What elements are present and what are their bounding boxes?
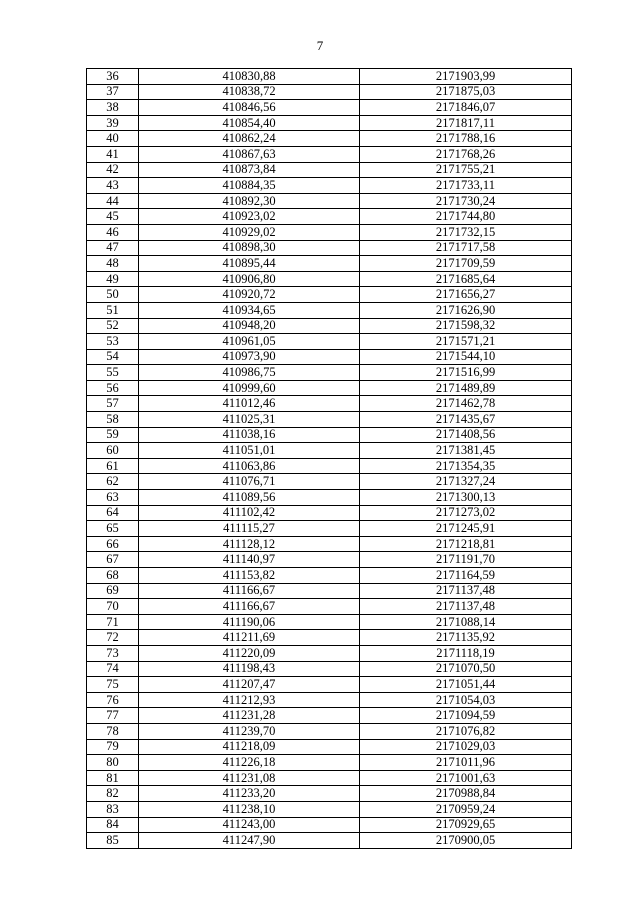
table-row: [87, 801, 572, 817]
table-row: [87, 723, 572, 739]
point-number-cell: 78: [87, 723, 139, 739]
point-number-cell: 38: [87, 100, 139, 116]
x-coordinate-cell: 410854,40: [139, 115, 360, 131]
page-number: 7: [316, 38, 324, 53]
x-coordinate-cell: 411089,56: [139, 490, 360, 506]
point-number-cell: 53: [87, 334, 139, 350]
point-number-cell: 57: [87, 396, 139, 412]
x-coordinate-cell: 411012,46: [139, 396, 360, 412]
point-number-cell: 41: [87, 146, 139, 162]
x-coordinate-cell: 410873,84: [139, 162, 360, 178]
y-coordinate-cell: 2170929,65: [360, 817, 572, 833]
point-number-cell: 59: [87, 427, 139, 443]
table-row: [87, 146, 572, 162]
y-coordinate-cell: 2171070,50: [360, 661, 572, 677]
point-number-cell: 44: [87, 193, 139, 209]
y-coordinate-cell: 2171626,90: [360, 302, 572, 318]
table-row: [87, 224, 572, 240]
table-row: [87, 115, 572, 131]
point-number-cell: 52: [87, 318, 139, 334]
point-number-cell: 72: [87, 630, 139, 646]
x-coordinate-cell: 411218,09: [139, 739, 360, 755]
point-number-cell: 73: [87, 645, 139, 661]
table-row: [87, 536, 572, 552]
x-coordinate-cell: 411166,67: [139, 599, 360, 615]
table-row: [87, 770, 572, 786]
x-coordinate-cell: 411025,31: [139, 412, 360, 428]
y-coordinate-cell: 2171730,24: [360, 193, 572, 209]
x-coordinate-cell: 411220,09: [139, 645, 360, 661]
y-coordinate-cell: 2171544,10: [360, 349, 572, 365]
y-coordinate-cell: 2171903,99: [360, 69, 572, 85]
table-row: [87, 833, 572, 849]
y-coordinate-cell: 2171817,11: [360, 115, 572, 131]
point-number-cell: 48: [87, 256, 139, 272]
table-row: [87, 100, 572, 116]
point-number-cell: 46: [87, 224, 139, 240]
x-coordinate-cell: 411051,01: [139, 443, 360, 459]
y-coordinate-cell: 2170959,24: [360, 801, 572, 817]
x-coordinate-cell: 410884,35: [139, 178, 360, 194]
table-row: [87, 240, 572, 256]
point-number-cell: 42: [87, 162, 139, 178]
table-row: [87, 739, 572, 755]
table-row: [87, 692, 572, 708]
y-coordinate-cell: 2171094,59: [360, 708, 572, 724]
point-number-cell: 82: [87, 786, 139, 802]
y-coordinate-cell: 2171875,03: [360, 84, 572, 100]
coordinates-table-body: [87, 69, 572, 849]
table-row: [87, 583, 572, 599]
table-row: [87, 490, 572, 506]
point-number-cell: 51: [87, 302, 139, 318]
x-coordinate-cell: 410867,63: [139, 146, 360, 162]
point-number-cell: 47: [87, 240, 139, 256]
point-number-cell: 74: [87, 661, 139, 677]
y-coordinate-cell: 2171164,59: [360, 568, 572, 584]
table-row: [87, 131, 572, 147]
y-coordinate-cell: 2171137,48: [360, 599, 572, 615]
y-coordinate-cell: 2171755,21: [360, 162, 572, 178]
table-row: [87, 334, 572, 350]
x-coordinate-cell: 411076,71: [139, 474, 360, 490]
x-coordinate-cell: 411238,10: [139, 801, 360, 817]
table-row: [87, 84, 572, 100]
table-row: [87, 568, 572, 584]
table-row: [87, 786, 572, 802]
table-row: [87, 677, 572, 693]
y-coordinate-cell: 2171300,13: [360, 490, 572, 506]
point-number-cell: 66: [87, 536, 139, 552]
y-coordinate-cell: 2171076,82: [360, 723, 572, 739]
point-number-cell: 60: [87, 443, 139, 459]
point-number-cell: 67: [87, 552, 139, 568]
y-coordinate-cell: 2171733,11: [360, 178, 572, 194]
y-coordinate-cell: 2171218,81: [360, 536, 572, 552]
x-coordinate-cell: 410923,02: [139, 209, 360, 225]
table-row: [87, 458, 572, 474]
x-coordinate-cell: 410830,88: [139, 69, 360, 85]
x-coordinate-cell: 411128,12: [139, 536, 360, 552]
y-coordinate-cell: 2171846,07: [360, 100, 572, 116]
table-row: [87, 209, 572, 225]
point-number-cell: 76: [87, 692, 139, 708]
x-coordinate-cell: 411247,90: [139, 833, 360, 849]
y-coordinate-cell: 2171709,59: [360, 256, 572, 272]
x-coordinate-cell: 411153,82: [139, 568, 360, 584]
point-number-cell: 56: [87, 380, 139, 396]
table-row: [87, 755, 572, 771]
point-number-cell: 63: [87, 490, 139, 506]
table-row: [87, 661, 572, 677]
coordinates-table: [86, 68, 572, 849]
x-coordinate-cell: 411243,00: [139, 817, 360, 833]
point-number-cell: 43: [87, 178, 139, 194]
table-row: [87, 162, 572, 178]
point-number-cell: 80: [87, 755, 139, 771]
y-coordinate-cell: 2171245,91: [360, 521, 572, 537]
x-coordinate-cell: 410929,02: [139, 224, 360, 240]
x-coordinate-cell: 411115,27: [139, 521, 360, 537]
x-coordinate-cell: 411231,28: [139, 708, 360, 724]
point-number-cell: 50: [87, 287, 139, 303]
point-number-cell: 85: [87, 833, 139, 849]
x-coordinate-cell: 411102,42: [139, 505, 360, 521]
point-number-cell: 55: [87, 365, 139, 381]
table-row: [87, 427, 572, 443]
x-coordinate-cell: 411207,47: [139, 677, 360, 693]
table-row: [87, 817, 572, 833]
table-row: [87, 193, 572, 209]
x-coordinate-cell: 410961,05: [139, 334, 360, 350]
y-coordinate-cell: 2171656,27: [360, 287, 572, 303]
y-coordinate-cell: 2171408,56: [360, 427, 572, 443]
y-coordinate-cell: 2171191,70: [360, 552, 572, 568]
y-coordinate-cell: 2170988,84: [360, 786, 572, 802]
y-coordinate-cell: 2171462,78: [360, 396, 572, 412]
point-number-cell: 61: [87, 458, 139, 474]
y-coordinate-cell: 2171001,63: [360, 770, 572, 786]
point-number-cell: 40: [87, 131, 139, 147]
x-coordinate-cell: 411226,18: [139, 755, 360, 771]
x-coordinate-cell: 410934,65: [139, 302, 360, 318]
x-coordinate-cell: 410920,72: [139, 287, 360, 303]
x-coordinate-cell: 410986,75: [139, 365, 360, 381]
y-coordinate-cell: 2171054,03: [360, 692, 572, 708]
point-number-cell: 68: [87, 568, 139, 584]
table-row: [87, 69, 572, 85]
point-number-cell: 81: [87, 770, 139, 786]
point-number-cell: 79: [87, 739, 139, 755]
y-coordinate-cell: 2171029,03: [360, 739, 572, 755]
y-coordinate-cell: 2171571,21: [360, 334, 572, 350]
point-number-cell: 49: [87, 271, 139, 287]
point-number-cell: 37: [87, 84, 139, 100]
table-row: [87, 287, 572, 303]
x-coordinate-cell: 410895,44: [139, 256, 360, 272]
table-row: [87, 412, 572, 428]
point-number-cell: 84: [87, 817, 139, 833]
x-coordinate-cell: 411063,86: [139, 458, 360, 474]
y-coordinate-cell: 2171685,64: [360, 271, 572, 287]
x-coordinate-cell: 411233,20: [139, 786, 360, 802]
point-number-cell: 36: [87, 69, 139, 85]
point-number-cell: 54: [87, 349, 139, 365]
y-coordinate-cell: 2171327,24: [360, 474, 572, 490]
x-coordinate-cell: 411239,70: [139, 723, 360, 739]
y-coordinate-cell: 2171354,35: [360, 458, 572, 474]
table-row: [87, 380, 572, 396]
y-coordinate-cell: 2171744,80: [360, 209, 572, 225]
point-number-cell: 69: [87, 583, 139, 599]
y-coordinate-cell: 2171516,99: [360, 365, 572, 381]
x-coordinate-cell: 411140,97: [139, 552, 360, 568]
table-row: [87, 645, 572, 661]
x-coordinate-cell: 411038,16: [139, 427, 360, 443]
table-row: [87, 365, 572, 381]
point-number-cell: 62: [87, 474, 139, 490]
table-row: [87, 521, 572, 537]
table-row: [87, 599, 572, 615]
point-number-cell: 65: [87, 521, 139, 537]
y-coordinate-cell: 2171435,67: [360, 412, 572, 428]
y-coordinate-cell: 2171768,26: [360, 146, 572, 162]
table-row: [87, 271, 572, 287]
y-coordinate-cell: 2171273,02: [360, 505, 572, 521]
x-coordinate-cell: 410846,56: [139, 100, 360, 116]
y-coordinate-cell: 2171088,14: [360, 614, 572, 630]
table-row: [87, 630, 572, 646]
point-number-cell: 83: [87, 801, 139, 817]
point-number-cell: 39: [87, 115, 139, 131]
x-coordinate-cell: 411212,93: [139, 692, 360, 708]
y-coordinate-cell: 2171732,15: [360, 224, 572, 240]
x-coordinate-cell: 410892,30: [139, 193, 360, 209]
x-coordinate-cell: 410862,24: [139, 131, 360, 147]
x-coordinate-cell: 410898,30: [139, 240, 360, 256]
y-coordinate-cell: 2171489,89: [360, 380, 572, 396]
y-coordinate-cell: 2171717,58: [360, 240, 572, 256]
x-coordinate-cell: 410838,72: [139, 84, 360, 100]
table-row: [87, 349, 572, 365]
table-row: [87, 302, 572, 318]
point-number-cell: 64: [87, 505, 139, 521]
y-coordinate-cell: 2171788,16: [360, 131, 572, 147]
point-number-cell: 77: [87, 708, 139, 724]
x-coordinate-cell: 411231,08: [139, 770, 360, 786]
table-row: [87, 443, 572, 459]
table-row: [87, 614, 572, 630]
table-row: [87, 256, 572, 272]
point-number-cell: 58: [87, 412, 139, 428]
x-coordinate-cell: 411198,43: [139, 661, 360, 677]
y-coordinate-cell: 2171381,45: [360, 443, 572, 459]
x-coordinate-cell: 410999,60: [139, 380, 360, 396]
y-coordinate-cell: 2171598,32: [360, 318, 572, 334]
point-number-cell: 75: [87, 677, 139, 693]
table-row: [87, 552, 572, 568]
point-number-cell: 71: [87, 614, 139, 630]
y-coordinate-cell: 2170900,05: [360, 833, 572, 849]
y-coordinate-cell: 2171135,92: [360, 630, 572, 646]
x-coordinate-cell: 410906,80: [139, 271, 360, 287]
x-coordinate-cell: 410973,90: [139, 349, 360, 365]
x-coordinate-cell: 411190,06: [139, 614, 360, 630]
table-row: [87, 396, 572, 412]
y-coordinate-cell: 2171137,48: [360, 583, 572, 599]
y-coordinate-cell: 2171118,19: [360, 645, 572, 661]
table-row: [87, 318, 572, 334]
point-number-cell: 45: [87, 209, 139, 225]
x-coordinate-cell: 410948,20: [139, 318, 360, 334]
table-row: [87, 708, 572, 724]
x-coordinate-cell: 411166,67: [139, 583, 360, 599]
table-row: [87, 178, 572, 194]
y-coordinate-cell: 2171051,44: [360, 677, 572, 693]
table-row: [87, 474, 572, 490]
point-number-cell: 70: [87, 599, 139, 615]
y-coordinate-cell: 2171011,96: [360, 755, 572, 771]
x-coordinate-cell: 411211,69: [139, 630, 360, 646]
table-row: [87, 505, 572, 521]
